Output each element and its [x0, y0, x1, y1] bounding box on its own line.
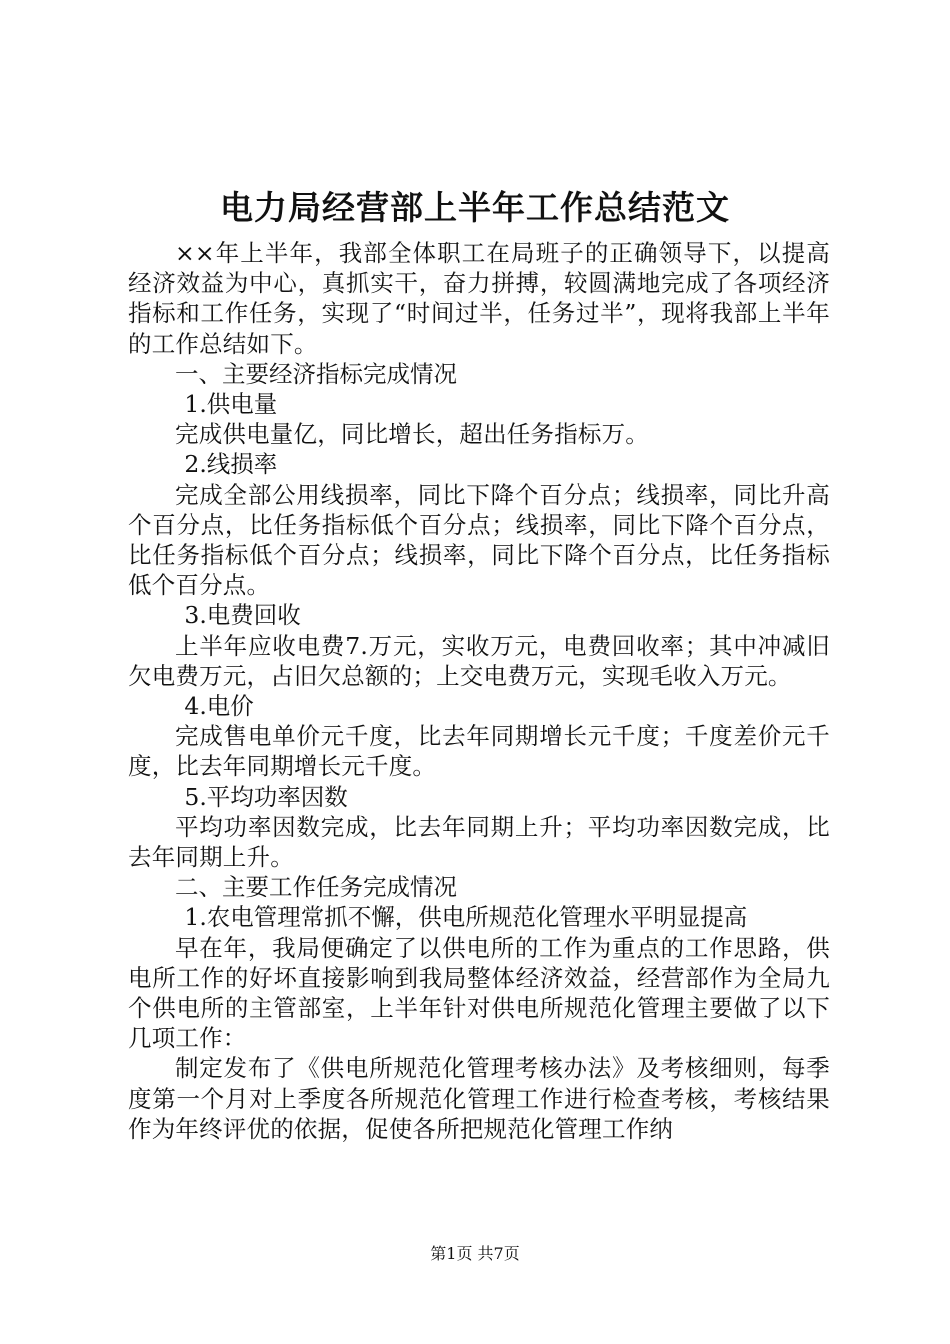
item-heading-line-loss: 2.线损率: [184, 450, 278, 479]
paragraph-assessment: 制定发布了《供电所规范化管理考核办法》及考核细则，每季度第一个月对上季度各所规范化管理工作进行检查考核，考核结果作为年终评优的依据，促使各所把规范化管理工作纳: [128, 1054, 830, 1143]
item-text-power-factor: 平均功率因数完成，比去年同期上升；平均功率因数完成，比去年同期上升。: [128, 812, 830, 872]
section-heading-2: 二、主要工作任务完成情况: [175, 873, 457, 902]
item-text-line-loss: 完成全部公用线损率，同比下降个百分点；线损率，同比升高个百分点，比任务指标低个百分点；线损率，同比下降个百分点，比任务指标低个百分点；线损率，同比下降个百分点，比任务指标低个百分点。: [128, 480, 830, 600]
document-title: 电力局经营部上半年工作总结范文: [220, 188, 730, 227]
document-body: [128, 238, 830, 1144]
item-text-power-supply: 完成供电量亿，同比增长，超出任务指标万。: [175, 420, 649, 449]
item-heading-fee-recovery: 3.电费回收: [184, 601, 301, 630]
item-text-price: 完成售电单价元千度，比去年同期增长元千度；千度差价元千度，比去年同期增长元千度。: [128, 722, 830, 781]
section-heading-1: 一、主要经济指标完成情况: [175, 359, 457, 388]
item-heading-power-factor: 5.平均功率因数: [184, 782, 348, 811]
paragraph-rural-management: 早在年，我局便确定了以供电所的工作为重点的工作思路，供电所工作的好坏直接影响到我局整体经济效益，经营部作为全局九个供电所的主管部室，上半年针对供电所规范化管理主要做了以下几项工作：: [128, 933, 830, 1053]
intro-paragraph: ××年上半年，我部全体职工在局班子的正确领导下，以提高经济效益为中心，真抓实干，奋力拼搏，较圆满地完成了各项经济指标和工作任务，实现了“时间过半，任务过半”，现将我部上半年的工作总结如下。: [128, 239, 830, 358]
page-footer: 第1页 共7页: [430, 1244, 520, 1263]
item-heading-rural-management: 1.农电管理常抓不懈，供电所规范化管理水平明显提高: [184, 903, 748, 932]
item-heading-power-supply: 1.供电量: [184, 390, 278, 419]
item-heading-price: 4.电价: [184, 692, 254, 721]
item-text-fee-recovery: 上半年应收电费7.万元，实收万元，电费回收率；其中冲减旧欠电费万元，占旧欠总额的；上交电费万元，实现毛收入万元。: [128, 631, 830, 690]
